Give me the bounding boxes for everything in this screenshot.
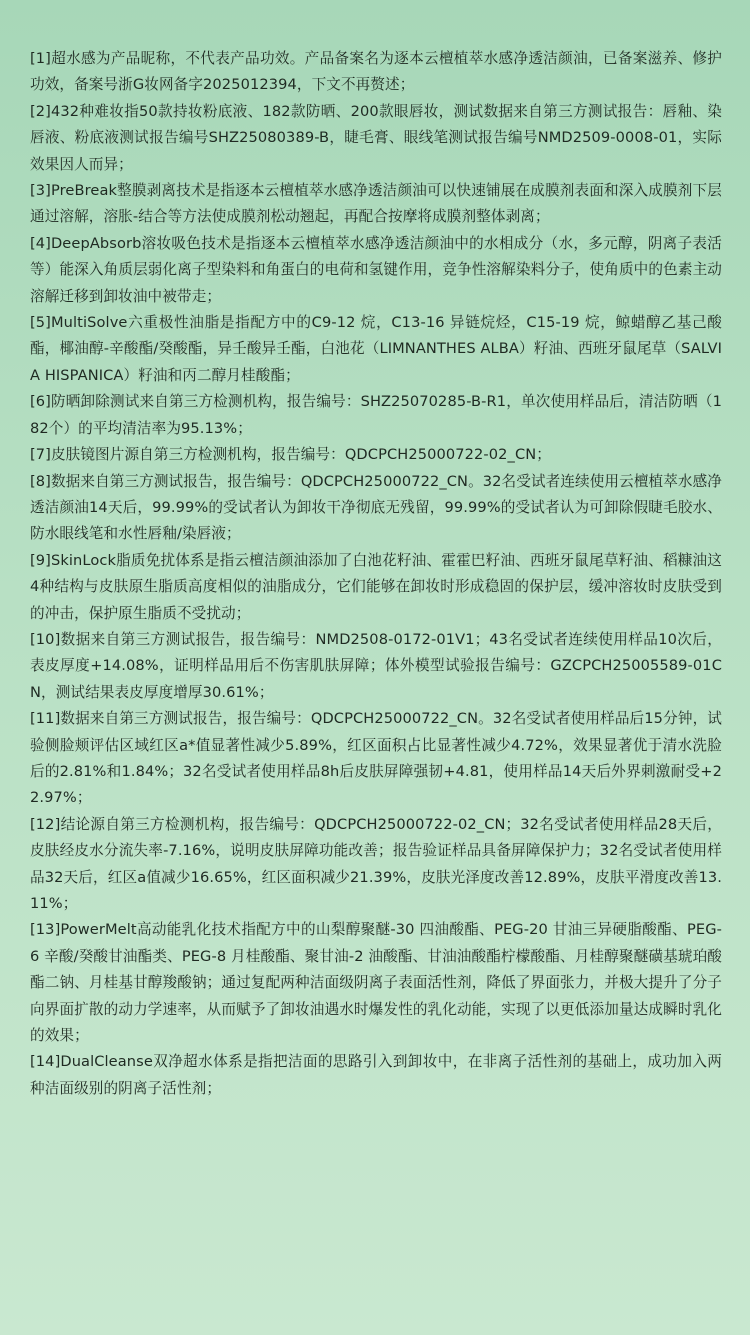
footnote-1: [1]超水感为产品昵称，不代表产品功效。产品备案名为逐本云檀植萃水感净透洁颜油，已备案滋养、修护功效，备案号浙G妆网备字2025012394，下文不再赘述； xyxy=(30,50,722,94)
footnote-4: [4]DeepAbsorb溶妆吸色技术是指逐本云檀植萃水感净透洁颜油中的水相成分（水，多元醇，阴离子表活等）能深入角质层弱化离子型染料和角蛋白的电荷和氢键作用，竞争性溶解染料分子，使角质中的色素主动溶解迁移到卸妆油中被带走； xyxy=(30,234,722,305)
footnote-3: [3]PreBreak整膜剥离技术是指逐本云檀植萃水感净透洁颜油可以快速铺展在成膜剂表面和深入成膜剂下层通过溶解，溶胀-结合等方法使成膜剂松动翘起，再配合按摩将成膜剂整体剥离； xyxy=(30,182,722,226)
footnote-5: [5]MultiSolve六重极性油脂是指配方中的C9-12 烷，C13-16 异链烷烃，C15-19 烷，鲸蜡醇乙基己酸酯，椰油醇-辛酸酯/癸酸酯，异壬酸异壬酯，白池花（LIMNANTHES ALBA）籽油、西班牙鼠尾草（SALVIA HISPANICA）籽油和丙二醇月桂酸酯； xyxy=(30,314,722,384)
footnote-8: [8]数据来自第三方测试报告，报告编号：QDCPCH25000722_CN。32名受试者连续使用云檀植萃水感净透洁颜油14天后，99.99%的受试者认为卸妆干净彻底无残留，99.99%的受试者认为可卸除假睫毛胶水、防水眼线笔和水性唇釉/染唇液； xyxy=(30,472,722,543)
footnote-9: [9]SkinLock脂质免扰体系是指云檀洁颜油添加了白池花籽油、霍霍巴籽油、西班牙鼠尾草籽油、稻糠油这4种结构与皮肤原生脂质高度相似的油脂成分，它们能够在卸妆时形成稳固的保护层，缓冲溶妆时皮肤受到的冲击，保护原生脂质不受扰动； xyxy=(30,551,722,622)
footnote-11: [11]数据来自第三方测试报告，报告编号：QDCPCH25000722_CN。32名受试者使用样品后15分钟，试验侧脸颊评估区域红区a*值显著性减少5.89%，红区面积占比显著性减少4.72%，效果显著优于清水洗脸后的2.81%和1.84%；32名受试者使用样品8h后皮肤屏障强韧+4.81，使用样品14天后外界刺激耐受+22.97%； xyxy=(30,710,722,807)
footnote-7: [7]皮肤镜图片源自第三方检测机构，报告编号：QDCPCH25000722-02_CN； xyxy=(30,446,551,464)
footnote-10: [10]数据来自第三方测试报告，报告编号：NMD2508-0172-01V1；43名受试者连续使用样品10次后，表皮厚度+14.08%，证明样品用后不伤害肌肤屏障；体外模型试验报告编号：GZCPCH25005589-01CN，测试结果表皮厚度增厚30.61%； xyxy=(30,630,722,701)
footnote-14: [14]DualCleanse双净超水体系是指把洁面的思路引入到卸妆中，在非离子活性剂的基础上，成功加入两种洁面级别的阴离子活性剂； xyxy=(30,1053,722,1097)
footnote-list xyxy=(30,46,722,1102)
footnote-2: [2]432种难妆指50款持妆粉底液、182款防晒、200款眼唇妆，测试数据来自第三方测试报告：唇釉、染唇液、粉底液测试报告编号SHZ25080389-B，睫毛膏、眼线笔测试报告编号NMD2509-0008-01，实际效果因人而异； xyxy=(30,102,722,173)
footnote-6: [6]防晒卸除测试来自第三方检测机构，报告编号：SHZ25070285-B-R1，单次使用样品后，清洁防晒（182个）的平均清洁率为95.13%； xyxy=(30,393,722,437)
footnote-13: [13]PowerMelt高动能乳化技术指配方中的山梨醇聚醚-30 四油酸酯、PEG-20 甘油三异硬脂酸酯、PEG-6 辛酸/癸酸甘油酯类、PEG-8 月桂酸酯、聚甘油-2 油酸酯、甘油油酸酯柠檬酸酯、月桂醇聚醚磺基琥珀酸酯二钠、月桂基甘醇羧酸钠；通过复配两种洁面级阴离子表面活性剂，降低了界面张力，并极大提升了分子向界面扩散的动力学速率，从而赋予了卸妆油遇水时爆发性的乳化动能，实现了以更低添加量达成瞬时乳化的效果； xyxy=(30,921,722,1045)
footnote-12: [12]结论源自第三方检测机构，报告编号：QDCPCH25000722-02_CN；32名受试者使用样品28天后，皮肤经皮水分流失率-7.16%，说明皮肤屏障功能改善；报告验证样品具备屏障保护力；32名受试者使用样品32天后，红区a值减少16.65%，红区面积减少21.39%，皮肤光泽度改善12.89%，皮肤平滑度改善13.11%； xyxy=(30,815,722,912)
